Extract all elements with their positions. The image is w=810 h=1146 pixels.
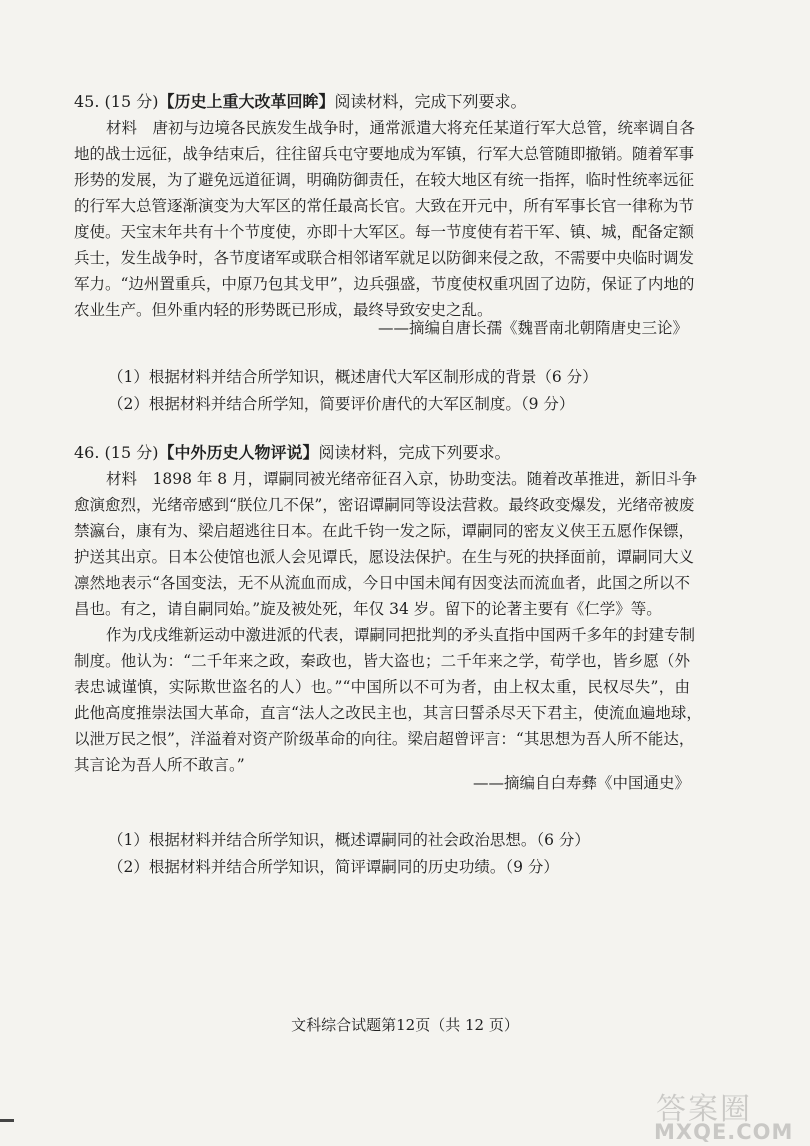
q46-material-line: 凛然地表示“各国变法，无不从流血而成，今日中国未闻有因变法而流血者，此国之所以不	[74, 574, 690, 592]
q46-material-line: 愈演愈烈，光绪帝感到“朕位几不保”，密诏谭嗣同等设法营救。最终政变爆发，光绪帝被废	[74, 496, 695, 514]
q45-material-line: 兵士，发生战争时，各节度诸军或联合相邻诸军就足以防御来侵之敌，不需要中央临时调发	[74, 249, 695, 267]
q45-material-line: 地的战士远征，战争结束后，往往留兵屯守要地成为军镇，行军大总管随即撤销。随着军事	[74, 145, 695, 163]
q46-tag: 【中外历史人物评说】	[158, 443, 319, 462]
q45-material-line: 军力。“边州置重兵，中原乃包其戈甲”，边兵强盛，节度使权重巩固了边防，保证了内地的	[74, 275, 695, 293]
q46-material-line: 制度。他认为：“二千年来之政，秦政也，皆大盗也；二千年来之学，荀学也，皆乡愿（外	[74, 652, 690, 670]
q46-subquestion-1: （1）根据材料并结合所学知识，概述谭嗣同的社会政治思想。（6 分）	[108, 831, 590, 849]
q46-material-line: 材料 1898 年 8 月，谭嗣同被光绪帝征召入京，协助变法。随着改革推进，新旧斗争	[106, 470, 698, 488]
q46-material-line: 禁瀛台，康有为、梁启超逃往日本。在此千钧一发之际，谭嗣同的密友义侠王五愿作保镖，	[74, 522, 695, 540]
q45-number: 45. (15 分)	[74, 92, 159, 111]
q46-material-line: 昌也。有之，请自嗣同始。”旋及被处死，年仅 34 岁。留下的论著主要有《仁学》等。	[74, 600, 662, 618]
q45-heading	[74, 92, 527, 112]
q46-source: ——摘编自白寿彝《中国通史》	[472, 774, 690, 792]
page-footer: 文科综合试题第12页（共 12 页）	[291, 1016, 519, 1034]
q45-material-line: 农业生产。但外重内轻的形势既已形成，最终导致安史之乱。	[74, 301, 493, 319]
q46-material-line: 护送其出京。日本公使馆也派人会见谭氏，愿设法保护。在生与死的抉择面前，谭嗣同大义	[74, 548, 695, 566]
watermark-bottom-text: MXQE.COM	[654, 1120, 794, 1144]
q46-instruction: 阅读材料，完成下列要求。	[318, 443, 511, 462]
q45-material-line: 形势的发展，为了避免远道征调，明确防御责任，在较大地区有统一指挥，临时性统率远征	[74, 171, 695, 189]
q45-subquestion-1: （1）根据材料并结合所学知识，概述唐代大军区制形成的背景（6 分）	[108, 368, 598, 386]
q46-material-line: 以泄万民之恨”，洋溢着对资产阶级革命的向往。梁启超曾评言：“其思想为吾人所不能达，	[74, 730, 695, 748]
q46-heading	[74, 443, 511, 463]
q45-subquestion-2: （2）根据材料并结合所学知，简要评价唐代的大军区制度。（9 分）	[108, 395, 575, 413]
q45-source: ——摘编自唐长孺《魏晋南北朝隋唐史三论》	[377, 319, 688, 337]
q46-material-line: 作为戊戌维新运动中激进派的代表，谭嗣同把批判的矛头直指中国两千多年的封建专制	[106, 626, 696, 644]
q46-subquestion-2: （2）根据材料并结合所学知识，简评谭嗣同的历史功绩。（9 分）	[108, 858, 559, 876]
scan-edge-mark	[0, 1119, 14, 1122]
watermark-logo	[652, 1084, 802, 1144]
q46-material-line: 表忠诚谨慎，实际欺世盗名的人）也。”“中国所以不可为者，由上权太重，民权尽失”，由	[74, 678, 690, 696]
q45-material-line: 度使。天宝末年共有十个节度使，亦即十大军区。每一节度使有若干军、镇、城，配备定额	[74, 223, 695, 241]
q45-material-line: 的行军大总管逐渐演变为大军区的常任最高长官。大致在开元中，所有军事长官一律称为节	[74, 197, 695, 215]
q46-number: 46. (15 分)	[74, 443, 159, 462]
q45-material-line: 材料 唐初与边境各民族发生战争时，通常派遣大将充任某道行军大总管，统率调自各	[106, 119, 696, 137]
q46-material-line: 其言论为吾人所不敢言。”	[74, 756, 245, 774]
watermark-top-text: 答案圈	[656, 1092, 752, 1127]
q45-instruction: 阅读材料，完成下列要求。	[334, 92, 527, 111]
q45-tag: 【历史上重大改革回眸】	[158, 92, 335, 111]
q46-material-line: 此他高度推崇法国大革命，直言“法人之改民主也，其言曰誓杀尽天下君主，使流血遍地球，	[74, 704, 702, 722]
